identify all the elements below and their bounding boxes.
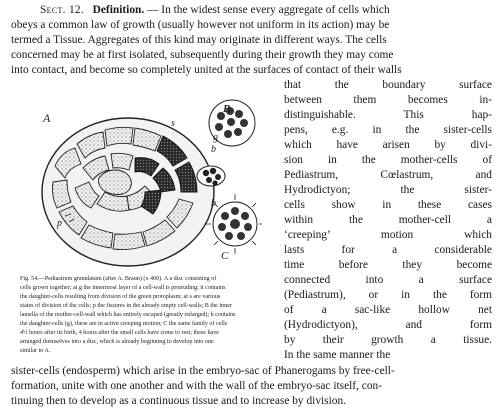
right-line-3: pens, e.g. in the sister-cells: [284, 124, 492, 136]
bottom-line-0: sister-cells (endosperm) which arise in the embryo-sac of Phanerogams by free-cell-: [11, 365, 395, 377]
top-line-2: termed a Tissue. Aggregates of this kind may originate in different ways. The cells: [11, 34, 387, 46]
label-c: C: [221, 250, 229, 262]
right-line-0: that the boundary surface: [284, 79, 492, 91]
caption-line-0: Fig. 54.—Pediastrum granulatum (after A. Braun) (x 400). A a disc consisting of: [20, 276, 217, 282]
top-line-3: concerned may be at first isolated, subsequently during their growth they may come: [11, 49, 394, 61]
right-line-5: sion in the mother-cells of: [284, 154, 492, 166]
right-line-7: Hydrodictyon; the sister-: [284, 184, 492, 196]
caption-line-6: 4½ hours after its birth, 4 hours after the small cells have come to rest; these have: [20, 330, 220, 336]
right-line-15: of a sac-like hollow net: [284, 304, 492, 316]
caption-line-1: cells grown together; at g the innermost layer of a cell-wall is protruding; it contains: [20, 285, 226, 291]
section-title: Definition.: [92, 4, 145, 16]
right-line-4: which have arisen by divi-: [284, 139, 492, 151]
caption-line-8: similar to A.: [20, 348, 51, 354]
right-line-18: In the same manner the: [284, 349, 391, 361]
label-s: s: [171, 118, 175, 129]
section-number: Sect. 12.: [40, 4, 85, 16]
caption-line-7: arranged themselves into a disc, which is already beginning to develop into one: [20, 339, 214, 345]
protruding-cell-g: [197, 166, 225, 186]
right-line-1: between them becomes in-: [284, 94, 492, 106]
bottom-line-2: tinuing then to develop as a continuous tissue and to increase by division.: [11, 395, 347, 407]
top-line-1: obeys a common law of growth (usually however not uniform in its action) may be: [11, 19, 390, 31]
right-line-17: by their growth a tissue.: [284, 334, 492, 346]
caption-line-3: states of division of the cells; p the fissures in the already empty cell-walls; B the inner: [20, 303, 232, 309]
pediastrum-illustration: [25, 96, 262, 272]
label-b-b: b: [211, 144, 216, 155]
caption-line-2: the daughter-cells resulting from division of the green protoplasm; at s are various: [20, 294, 221, 300]
caption-line-5: the daughter-cells (g), these are in active creeping motion; C the same family of cells: [20, 321, 228, 327]
disc-a: [42, 118, 225, 266]
pediastrum-figure: [25, 96, 262, 272]
right-line-10: ‘creeping’ motion which: [284, 229, 492, 241]
top-line-4: into contact, and become so completely united at the surfaces of contact of their walls: [11, 64, 402, 76]
right-line-6: Pediastrum, Cœlastrum, and: [284, 169, 492, 181]
bottom-line-1: formation, unite with one another and with the wall of the embryo-sac itself, con-: [11, 380, 383, 392]
right-line-14: (Pediastrum), or in the form: [284, 289, 492, 301]
top-line-0: — In the widest sense every aggregate of cells which: [147, 4, 390, 16]
label-p: p: [57, 218, 62, 229]
label-g-b: g: [213, 132, 218, 143]
right-line-9: within the mother-cell a: [284, 214, 492, 226]
label-b-c: b: [211, 198, 216, 209]
right-line-16: (Hydrodictyon), and form: [284, 319, 492, 331]
right-line-11: lasts for a considerable: [284, 244, 492, 256]
label-b: B: [223, 103, 231, 115]
label-a: A: [43, 111, 51, 125]
first-line: [40, 3, 390, 18]
right-line-8: cells show in these cases: [284, 199, 492, 211]
right-line-13: connected into a surface: [284, 274, 492, 286]
right-line-2: distinguishable. This hap-: [284, 109, 492, 121]
right-line-12: time before they become: [284, 259, 492, 271]
caption-line-4: lamella of the mother-cell-wall which has entirely escaped (greatly enlarged); b contains: [20, 312, 236, 318]
